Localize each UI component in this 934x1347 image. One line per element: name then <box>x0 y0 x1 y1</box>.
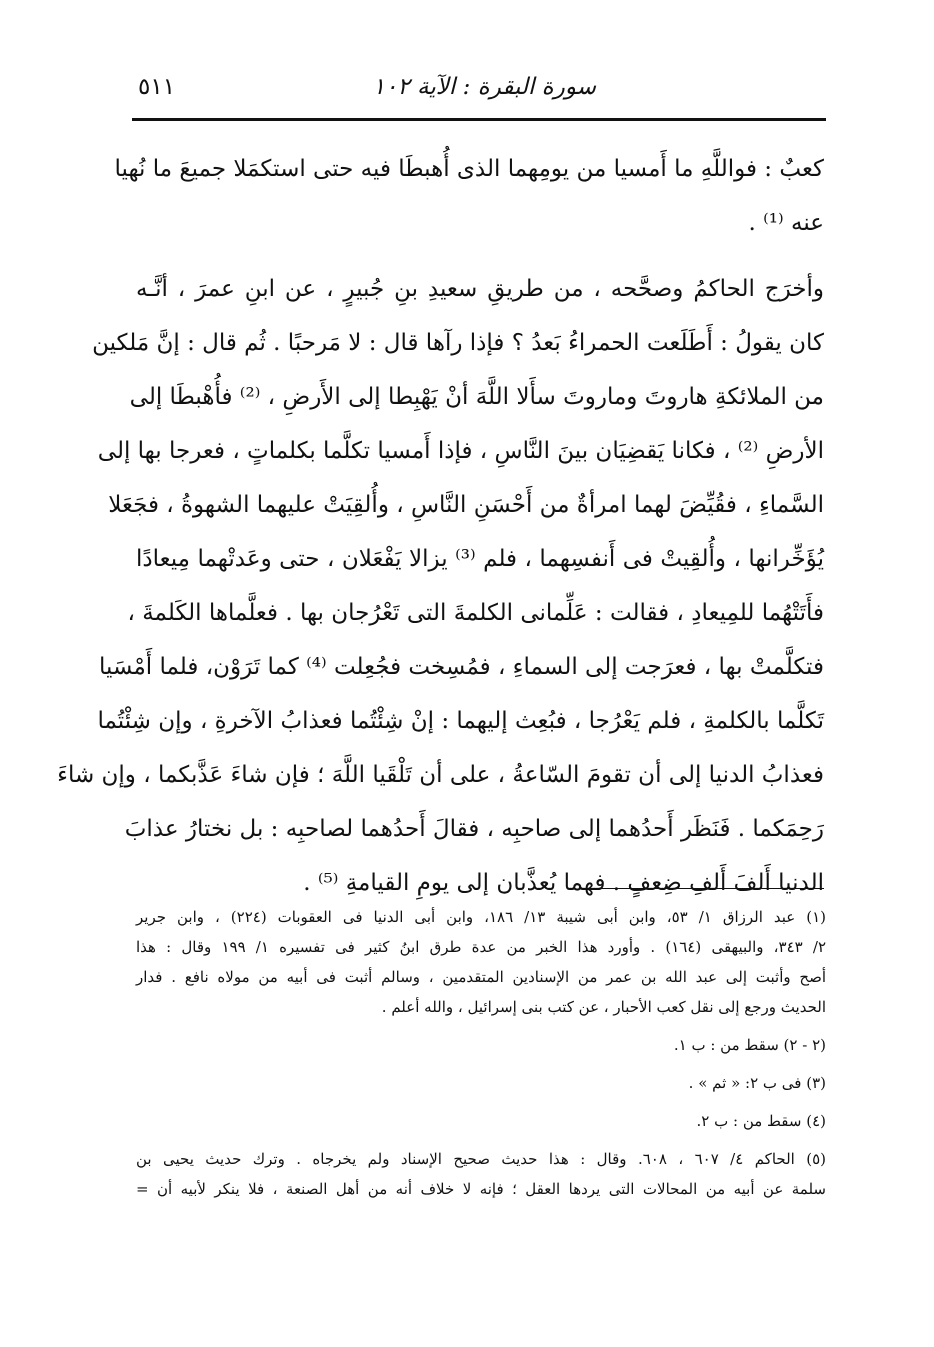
footnote-line: الحديث ورجع إلى نقل كعب الأحبار ، عن كتب بنى إسرائيل ، والله أعلم . <box>381 998 826 1016</box>
surah-title: سورة البقرة : الآية ١٠٢ <box>372 74 596 100</box>
text-line: الدنيا أَلفَ أَلفِ ضِعفٍ . فهما يُعذَّبان إلى يومِ القيامةِ ⁽⁵⁾ . <box>303 870 824 896</box>
text-line: الأرضِ ⁽²⁾ ، فكانا يَقضِيَان بينَ النَّاسِ ، فإذا أَمسيا تكلَّما بكلماتٍ ، فعرجا بها إلى <box>97 438 824 464</box>
text-line: رَحِمَكما . فَنَظَر أَحدُهما إلى صاحبِه ، فقالَ أَحدُهما لصاحبِه : بل نختارُ عذابَ <box>124 816 824 842</box>
text-line: من الملائكةِ هاروتَ وماروتَ سأَلا اللَّهَ أنْ يَهْبِطا إلى الأَرضِ ، ⁽²⁾ فأُهْبطَا إلى <box>129 384 824 410</box>
footnote-line: (١) عبد الرزاق ١/ ٥٣، وابن أبى شيبة ١٣/ ١٨٦، وابن أبى الدنيا فى العقوبات (٢٢٤) ، وابن جرير <box>136 908 826 926</box>
header-rule <box>132 118 826 121</box>
footnote-line: أصح وأثبت إلى عبد الله بن عمر من الإسنادين المتقدمين ، وسالم أثبت فى أبيه من مولاه نافع . فدار <box>136 968 826 986</box>
footnote-line: (٥) الحاكم ٤/ ٦٠٧ ، ٦٠٨. وقال : هذا حديث صحيح الإسناد ولم يخرجاه . وترك حديث يحيى بن <box>136 1150 826 1168</box>
footnote-line: (٢ - ٢) سقط من : ب ١. <box>673 1036 826 1054</box>
footnote-line: (٤) سقط من : ب ٢. <box>696 1112 826 1130</box>
footnote-2 <box>136 1030 826 1060</box>
footnotes <box>136 902 826 1204</box>
page-number: ٥١١ <box>138 74 176 100</box>
text-line: عنه ⁽¹⁾ . <box>748 210 824 236</box>
text-line: يُؤَخِّرانها ، وأُلقِيتْ فى أَنفسِهما ، فلم ⁽³⁾ يزالا يَفْعَلان ، حتى وعَدتْهما مِيعادًا <box>136 546 824 572</box>
text-line: كان يقولُ : أَطَلَعت الحمراءُ بَعدُ ؟ فإذا رآها قال : لا مَرحبًا . ثُم قال : إنَّ مَلكين <box>92 330 824 356</box>
footnote-line: (٣) فى ب ٢: « ثم » . <box>688 1074 826 1092</box>
text-line: تَكلَّما بالكلمةِ ، فلم يَعْرُجا ، فبُعِث إليهما : إنْ شِئْتُما فعذابُ الآخرةِ ، وإن شِئْتُما <box>97 708 824 734</box>
text-line: فعذابُ الدنيا إلى أن تقومَ السّاعةُ ، على أن تَلْقَيا اللَّهَ ؛ فإن شاءَ عَذَّبكما ، وإن شاءَ <box>57 762 824 788</box>
text-line: فتكلَّمتْ بها ، فعرَجت إلى السماءِ ، فمُسِخت فجُعِلت ⁽⁴⁾ كما تَرَوْن، فلما أَمْسَيا <box>99 654 824 680</box>
footnote-4 <box>136 1106 826 1136</box>
footnote-1 <box>136 902 826 1022</box>
text-line: كعبٌ : فواللَّهِ ما أَمسيا من يومِهما الذى أُهبطَا فيه حتى استكمَلا جميعَ ما نُهيا <box>114 156 824 182</box>
footnote-3 <box>136 1068 826 1098</box>
text-line: فأَتَتْهُما للمِيعادِ ، فقالت : عَلِّمانى الكلمةَ التى تَعْرُجان بها . فعلَّماها الكَلمةَ ، <box>127 600 824 626</box>
footnote-separator <box>590 888 824 889</box>
paragraph-continuation <box>114 142 824 250</box>
footnote-5 <box>136 1144 826 1204</box>
text-line: وأخرَج الحاكمُ وصحَّحه ، من طريقِ سعيدِ بنِ جُبيرٍ ، عن ابنِ عمرَ ، أنَّـه <box>136 276 824 302</box>
text-line: السَّماءِ ، فقُيِّضَ لهما امرأةٌ من أَحْسَنِ النَّاسِ ، وأُلقِيَتْ عليهما الشهوةُ ، فجَعَلا <box>108 492 824 518</box>
footnote-line: سلمة عن أبيه من المحالات التى يردها العقل ؛ فإنه لا خلاف أنه من أهل الصنعة ، فلا ينكر لأبيه أن = <box>136 1180 826 1198</box>
footnote-line: ٢/ ٣٤٣، والبيهقى (١٦٤) . وأورد هذا الخبر من عدة طرق ابنُ كثير فى تفسيره ١/ ١٩٩ وقال : هذا <box>136 938 826 956</box>
paragraph-hakim-narration <box>57 262 824 910</box>
running-header <box>132 72 826 112</box>
